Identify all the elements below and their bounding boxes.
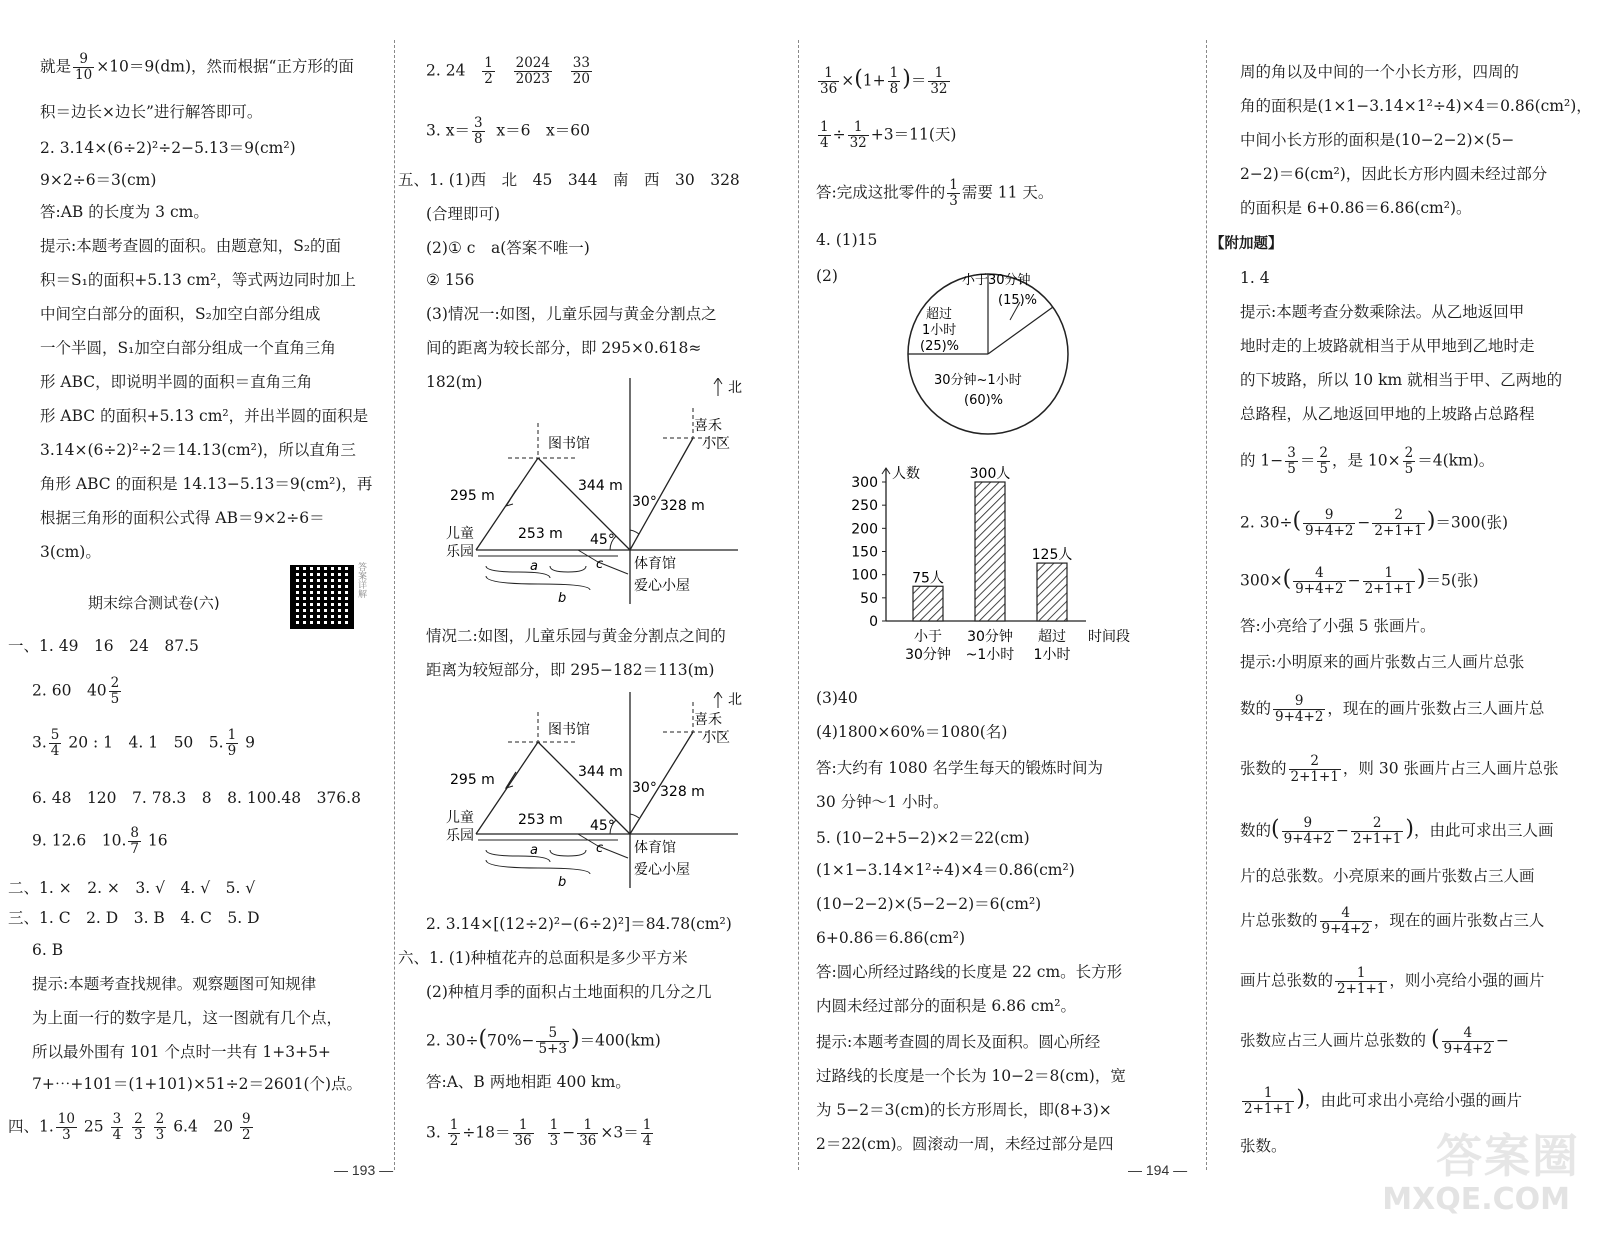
fraction: $\frac{9}{9+4+2}$ [1283, 815, 1332, 847]
fraction: $\frac{1}{4}$ [820, 119, 829, 151]
page-number-left: — 193 — [334, 1162, 394, 1178]
y-tick-label: 100 [851, 567, 878, 584]
angle-label: 45° [590, 532, 615, 548]
x-tick-label: 小于 [914, 629, 942, 645]
answer-line: (2) [816, 267, 838, 285]
segment-label: c [596, 557, 604, 572]
community-label-2: 小区 [702, 730, 730, 746]
north-label: 北 [728, 692, 742, 708]
qr-code [290, 565, 354, 629]
x-tick-label-line2: ~1小时 [965, 647, 1015, 663]
hint-line: 一个半圆，S₁加空白部分组成一个直角三角 [40, 339, 336, 357]
bar [913, 586, 943, 621]
section-title: 期末综合测试卷(六) [88, 594, 220, 612]
pie-label: 1小时 [922, 323, 957, 338]
answer-line: 四、1. $\frac{10}{3}$ 25 $\frac{3}{4}$ $\frac{2}{3}$ $\frac{2}{3}$ 6.4 20 $\frac{9}{2}$ [8, 1111, 251, 1143]
x-axis-label: 时间段 [1088, 629, 1130, 645]
hint-line: 中间空白部分的面积，S₂加空白部分组成 [40, 305, 321, 323]
answer-line: ② 156 [426, 271, 475, 289]
community-label: 喜禾 [694, 418, 722, 434]
fraction: $\frac{9}{9+4+2}$ [1305, 507, 1354, 539]
segment-label: c [596, 841, 604, 856]
answer-line: 182(m) [426, 373, 483, 391]
hint-line: 的下坡路，所以 10 km 就相当于甲、乙两地的 [1240, 371, 1563, 389]
hint-line: 3(cm)。 [40, 543, 101, 561]
hint-line: 片的总张数。小亮原来的画片张数占三人画 [1240, 867, 1535, 885]
y-tick-label: 150 [851, 544, 878, 561]
fraction: $\frac{9}{2}$ [242, 1111, 251, 1143]
text-line: 积＝边长×边长”进行解答即可。 [40, 103, 263, 121]
distance-label: 344 m [578, 478, 623, 494]
y-tick-label: 0 [869, 614, 878, 630]
pie-label: 小于30分钟 [962, 273, 1031, 288]
pie-label: 超过 [926, 307, 953, 322]
segment-label: b [558, 591, 567, 606]
pie-chart [898, 262, 1078, 442]
y-tick-label: 200 [851, 521, 878, 538]
fraction: $\frac{1}{32}$ [849, 119, 867, 151]
fraction: $\frac{1}{2}$ [484, 55, 493, 87]
answer-line: 6. B [32, 941, 64, 959]
answer-line: 1. 4 [1240, 269, 1270, 287]
answer-line: 300×( $\frac{4}{9+4+2}$ − $\frac{1}{2+1+1}$ )＝5(张) [1240, 565, 1479, 597]
pie-label: (60)% [964, 393, 1004, 408]
park-label: 儿童 [446, 810, 474, 826]
answer-line: 2. 30÷( $\frac{9}{9+4+2}$ − $\frac{2}{2+1+1}$ )＝300(张) [1240, 507, 1509, 539]
gym-label: 体育馆 [634, 840, 676, 856]
hint-line: 提示:本题考查圆的面积。由题意知，S₂的面 [40, 237, 342, 255]
fraction: $\frac{5}{5+3}$ [538, 1025, 567, 1057]
map-diagram-2 [438, 692, 788, 892]
answer-line: 答:完成这批零件的 $\frac{1}{3}$ 需要 11 天。 [816, 177, 1054, 209]
answer-line: $\frac{1}{4}$ ÷ $\frac{1}{32}$ +3＝11(天) [820, 119, 957, 151]
fraction: $\frac{3}{4}$ [112, 1111, 122, 1143]
answer-line: (2)种植月季的面积占土地面积的几分之几 [426, 983, 712, 1001]
hint-line: 数的( $\frac{9}{9+4+2}$ − $\frac{2}{2+1+1}$ )，由此可求出三人画 [1240, 815, 1554, 847]
pie-label: (25)% [920, 339, 960, 354]
x-tick-label: 超过 [1038, 629, 1066, 645]
fraction: $\frac{2}{2+1+1}$ [1374, 507, 1423, 539]
park-label-2: 乐园 [446, 828, 474, 844]
answer-line: 内圆未经过部分的面积是 6.86 cm²。 [816, 997, 1076, 1015]
answer-line: 4. (1)15 [816, 231, 878, 249]
hint-line: 过路线的长度是一个长为 10−2＝8(cm)，宽 [816, 1067, 1126, 1085]
column-divider [798, 40, 799, 1170]
hint-line: 总路程，从乙地返回甲地的上坡路占总路程 [1240, 405, 1535, 423]
fraction: $\frac{4}{9+4+2}$ [1443, 1025, 1492, 1057]
hint-line: 地时走的上坡路就相当于从甲地到乙地时走 [1240, 337, 1535, 355]
text-line: 的面积是 6+0.86＝6.86(cm²)。 [1240, 199, 1472, 217]
answer-line: (10−2−2)×(5−2−2)＝6(cm²) [816, 895, 1042, 913]
gym-label: 体育馆 [634, 556, 676, 572]
bar-chart [838, 456, 1188, 676]
x-tick-label: 30分钟 [967, 629, 1013, 645]
y-axis-label: 人数 [892, 466, 920, 482]
segment-label: b [558, 875, 567, 890]
hint-line: 数的 $\frac{9}{9+4+2}$ ，现在的画片张数占三人画片总 [1240, 693, 1545, 725]
angle-label: 30° [632, 494, 657, 510]
fraction: $\frac{1}{36}$ [579, 1117, 597, 1149]
bar-data-label: 75人 [912, 570, 944, 587]
answer-line: 五、1. (1)西 北 45 344 南 西 30 328 [398, 171, 740, 189]
text-line: 就是 $\frac{9}{10}$ ×10＝9(dm)，然而根据“正方形的面 [40, 51, 354, 83]
fraction: $\frac{2}{2+1+1}$ [1353, 815, 1402, 847]
answer-line: 答:圆心所经过路线的长度是 22 cm。长方形 [816, 963, 1123, 981]
y-tick-label: 50 [860, 590, 878, 607]
x-tick-label-line2: 1小时 [1033, 647, 1071, 663]
fraction: $\frac{8}{7}$ [130, 825, 139, 857]
hint-line: 的 1− $\frac{3}{5}$ ＝ $\frac{2}{5}$ ，是 10× $\frac{2}{5}$ ＝4(km)。 [1240, 445, 1495, 477]
answer-line: (1×1−3.14×1²÷4)×4＝0.86(cm²) [816, 861, 1075, 879]
fraction: $\frac{1}{8}$ [889, 65, 899, 97]
fraction: $\frac{3}{5}$ [1287, 445, 1296, 477]
fraction: $\frac{33}{20}$ [572, 55, 590, 87]
fraction: $\frac{1}{3}$ [549, 1117, 559, 1149]
answer-line: 2. 3.14×[(12÷2)²−(6÷2)²]＝84.78(cm²) [426, 915, 732, 933]
answer-line: 答:大约有 1080 名学生每天的锻炼时间为 [816, 759, 1104, 777]
hint-line: 形 ABC，即说明半圆的面积＝直角三角 [40, 373, 313, 391]
watermark-logo: 答案圈 [1436, 1129, 1580, 1183]
hint-line: 积＝S₁的面积+5.13 cm²，等式两边同时加上 [40, 271, 356, 289]
fraction: $\frac{1}{32}$ [930, 65, 948, 97]
hint-line: 张数的 $\frac{2}{2+1+1}$ ，则 30 张画片占三人画片总张 [1240, 753, 1559, 785]
fraction: $\frac{1}{2+1+1}$ [1337, 965, 1386, 997]
answer-line: 5. (10−2+5−2)×2＝22(cm) [816, 829, 1030, 847]
hint-line: 张数应占三人画片总张数的 ( $\frac{4}{9+4+2}$ − [1240, 1025, 1509, 1057]
park-label-2: 乐园 [446, 544, 474, 560]
map-diagram-1 [438, 378, 788, 608]
x-tick-label-line2: 30分钟 [905, 647, 951, 663]
watermark-url: MXQE.COM [1382, 1182, 1570, 1217]
hint-line: 形 ABC 的面积+5.13 cm²，并出半圆的面积是 [40, 407, 369, 425]
fraction: $\frac{4}{9+4+2}$ [1321, 905, 1370, 937]
answer-line: 3. x＝ $\frac{3}{8}$ x＝6 x＝60 [426, 115, 590, 147]
angle-label: 45° [590, 818, 615, 834]
page-number-right: — 194 — [1128, 1162, 1188, 1178]
fraction: $\frac{1}{36}$ [514, 1117, 532, 1149]
distance-label: 328 m [660, 784, 705, 800]
hint-line: 片总张数的 $\frac{4}{9+4+2}$ ，现在的画片张数占三人 [1240, 905, 1545, 937]
fraction: $\frac{1}{2+1+1}$ [1244, 1085, 1293, 1117]
qr-caption: 答案详解 [356, 562, 366, 598]
distance-label: 295 m [450, 772, 495, 788]
hint-line: 提示:本题考查分数乘除法。从乙地返回甲 [1240, 303, 1525, 321]
column-divider [394, 40, 395, 1170]
hint-line: 3.14×(6÷2)²÷2＝14.13(cm²)，所以直角三 [40, 441, 356, 459]
bonus-heading: 【附加题】 [1210, 236, 1283, 252]
bar [1037, 563, 1067, 621]
fraction: $\frac{1}{4}$ [642, 1117, 652, 1149]
library-label: 图书馆 [548, 436, 590, 452]
segment-label: a [530, 843, 538, 858]
hut-label: 爱心小屋 [634, 862, 690, 878]
fraction: $\frac{4}{9+4+2}$ [1295, 565, 1344, 597]
hint-line: 根据三角形的面积公式得 AB＝9×2÷6＝ [40, 509, 325, 527]
answer-line: 2. 60 40 $\frac{2}{5}$ [32, 675, 120, 707]
fraction: $\frac{5}{4}$ [50, 727, 60, 759]
community-label-2: 小区 [702, 436, 730, 452]
text-line: 周的角以及中间的一个小长方形，四周的 [1240, 63, 1520, 81]
hint-line: 2＝22(cm)。圆滚动一周，未经过部分是四 [816, 1135, 1114, 1153]
answer-line: 2. 24 $\frac{1}{2}$ $\frac{2024}{2023}$ $\frac{33}{20}$ [426, 55, 590, 87]
answer-line: 6. 48 120 7. 78.3 8 8. 100.48 376.8 [32, 789, 361, 807]
hint-line: 为上面一行的数字是几，这一图就有几个点， [32, 1009, 343, 1027]
fraction: $\frac{2}{5}$ [1404, 445, 1414, 477]
answer-line: 间的距离为较长部分，即 295×0.618≈ [426, 339, 702, 357]
hint-line: 为 5−2＝3(cm)的长方形周长，即(8+3)× [816, 1101, 1112, 1119]
hint-line: $\frac{1}{2+1+1}$ )，由此可求出小亮给小强的画片 [1244, 1085, 1522, 1117]
fraction: $\frac{1}{36}$ [820, 65, 838, 97]
answer-line: 答:A、B 两地相距 400 km。 [426, 1073, 631, 1091]
fraction: $\frac{9}{9+4+2}$ [1275, 693, 1324, 725]
answer-line: 3. $\frac{1}{2}$ ÷18＝ $\frac{1}{36}$ $\frac{1}{3}$ − $\frac{1}{36}$ ×3＝ $\frac{1}{4}$ [426, 1117, 652, 1149]
hint-line: 画片总张数的 $\frac{1}{2+1+1}$ ，则小亮给小强的画片 [1240, 965, 1545, 997]
fraction: $\frac{1}{2}$ [449, 1117, 459, 1149]
answer-line: (3)40 [816, 689, 858, 707]
fraction: $\frac{2}{3}$ [134, 1111, 143, 1143]
y-tick-label: 250 [851, 498, 878, 515]
y-tick-label: 300 [851, 475, 878, 491]
fraction: $\frac{1}{9}$ [227, 727, 237, 759]
distance-label: 295 m [450, 488, 495, 504]
fraction: $\frac{2}{5}$ [1319, 445, 1328, 477]
fraction: $\frac{1}{2+1+1}$ [1364, 565, 1413, 597]
fraction: $\frac{9}{10}$ [75, 51, 93, 83]
hint-line: 角形 ABC 的面积是 14.13−5.13＝9(cm²)，再 [40, 475, 373, 493]
answer-line: 六、1. (1)种植花卉的总面积是多少平方米 [398, 949, 688, 967]
distance-label: 344 m [578, 764, 623, 780]
text-line: 中间小长方形的面积是(10−2−2)×(5− [1240, 131, 1515, 149]
hint-line: 7+⋯+101＝(1+101)×51÷2＝2601(个)点。 [32, 1075, 363, 1093]
answer-line: 3. $\frac{5}{4}$ 20 : 1 4. 1 50 5. $\frac{1}{9}$ 9 [32, 727, 255, 759]
answer-line: $\frac{1}{36}$ ×(1+ $\frac{1}{8}$ )＝ $\frac{1}{32}$ [820, 65, 948, 97]
answer-line: 30 分钟～1 小时。 [816, 793, 949, 811]
answer-line: 9. 12.6 10. $\frac{8}{7}$ 16 [32, 825, 168, 857]
hut-label: 爱心小屋 [634, 578, 690, 594]
hint-line: 张数。 [1240, 1137, 1287, 1155]
answer-line: 三、1. C 2. D 3. B 4. C 5. D [8, 909, 260, 927]
library-label: 图书馆 [548, 722, 590, 738]
answer-line: 6+0.86＝6.86(cm²) [816, 929, 966, 947]
fraction: $\frac{10}{3}$ [57, 1111, 75, 1143]
fraction: $\frac{2024}{2023}$ [515, 55, 550, 87]
fraction: $\frac{3}{8}$ [473, 115, 483, 147]
distance-label: 253 m [518, 812, 563, 828]
hint-line: 提示:本题考查找规律。观察题图可知规律 [32, 975, 317, 993]
text-line: 2. 3.14×(6÷2)²÷2−5.13＝9(cm²) [40, 139, 296, 157]
distance-label: 328 m [660, 498, 705, 514]
fraction: $\frac{2}{5}$ [110, 675, 120, 707]
answer-line: (合理即可) [426, 205, 501, 223]
segment-label: a [530, 559, 538, 574]
north-label: 北 [728, 380, 742, 396]
answer-line: 一、1. 49 16 24 87.5 [8, 637, 199, 655]
answer-line: 2. 30÷(70%− $\frac{5}{5+3}$ )＝400(km) [426, 1025, 661, 1057]
text-line: 答:AB 的长度为 3 cm。 [40, 203, 209, 221]
answer-line: 情况二:如图，儿童乐园与黄金分割点之间的 [426, 627, 726, 645]
angle-label: 30° [632, 780, 657, 796]
column-divider [1206, 40, 1207, 1170]
answer-line: 二、1. × 2. × 3. √ 4. √ 5. √ [8, 879, 256, 897]
answer-line: (3)情况一:如图，儿童乐园与黄金分割点之 [426, 305, 717, 323]
community-label: 喜禾 [694, 712, 722, 728]
answer-line: 答:小亮给了小强 5 张画片。 [1240, 617, 1436, 635]
bar [975, 482, 1005, 621]
text-line: 角的面积是(1×1−3.14×1²÷4)×4＝0.86(cm²)， [1240, 97, 1592, 115]
pie-label: (15)% [998, 293, 1038, 308]
park-label: 儿童 [446, 526, 474, 542]
distance-label: 253 m [518, 526, 563, 542]
fraction: $\frac{1}{3}$ [949, 177, 958, 209]
hint-line: 提示:本题考查圆的周长及面积。圆心所经 [816, 1033, 1101, 1051]
answer-line: 距离为较短部分，即 295−182＝113(m) [426, 661, 715, 679]
fraction: $\frac{2}{2+1+1}$ [1290, 753, 1339, 785]
answer-line: (2)① c a(答案不唯一) [426, 239, 590, 257]
fraction: $\frac{2}{3}$ [155, 1111, 165, 1143]
answer-line: (4)1800×60%＝1080(名) [816, 723, 1008, 741]
pie-label: 30分钟~1小时 [934, 373, 1022, 388]
hint-line: 所以最外围有 101 个点时一共有 1+3+5+ [32, 1043, 331, 1061]
hint-line: 提示:小明原来的画片张数占三人画片总张 [1240, 653, 1525, 671]
bar-data-label: 125人 [1031, 547, 1073, 564]
bar-data-label: 300人 [969, 466, 1011, 482]
text-line: 2−2)＝6(cm²)，因此长方形内圆未经过部分 [1240, 165, 1548, 183]
text-line: 9×2÷6＝3(cm) [40, 171, 157, 189]
